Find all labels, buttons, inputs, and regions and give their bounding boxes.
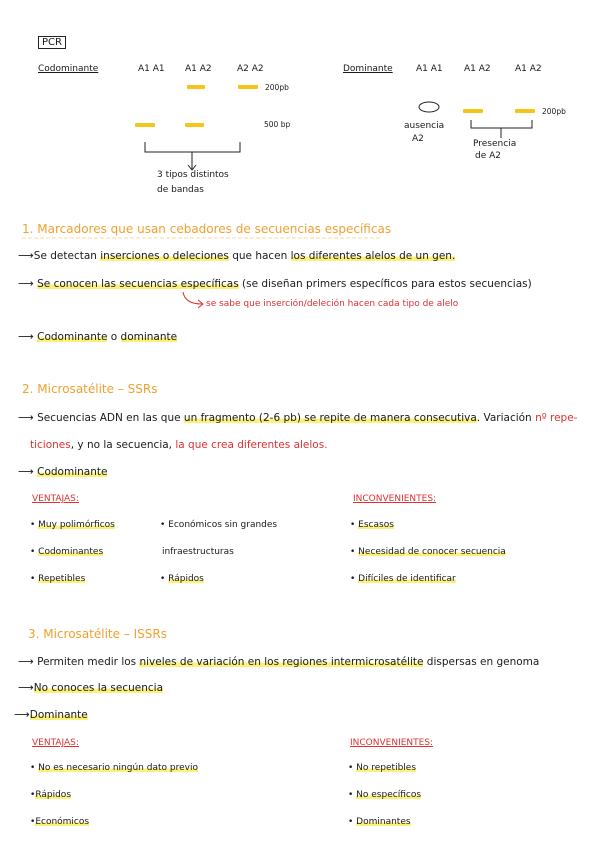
codominante-title: Codominante bbox=[38, 64, 99, 74]
list-item: •Económicos bbox=[30, 817, 90, 827]
bullet-line bbox=[18, 277, 532, 290]
highlight-span: Repetibles bbox=[38, 574, 86, 584]
red-span: ticiones bbox=[30, 439, 71, 451]
gel-band bbox=[515, 109, 535, 113]
list-item-continued: infraestructuras bbox=[162, 547, 234, 557]
ausencia-label: A2 bbox=[412, 134, 424, 144]
highlight-span: un fragmento (2-6 pb) se repite de manera consecutiva bbox=[183, 412, 477, 424]
arrow-icon: ⟶ bbox=[18, 330, 34, 343]
highlight-span: niveles de variación en los regiones intermicrosatélite bbox=[139, 656, 424, 668]
genotype-label: A1 A1 bbox=[138, 64, 165, 74]
list-item: • Dominantes bbox=[348, 817, 411, 827]
text-span: . Variación bbox=[476, 412, 536, 424]
list-item: • Muy polimórficos bbox=[30, 520, 115, 530]
bullet-line bbox=[18, 655, 539, 668]
highlight-span: dominante bbox=[120, 331, 178, 343]
red-note: se sabe que inserción/deleción hacen cada tipo de alelo bbox=[206, 299, 459, 309]
list-item: • Codominantes bbox=[30, 547, 104, 557]
list-item: • Rápidos bbox=[160, 574, 204, 584]
highlight-span: inserciones o deleciones bbox=[100, 250, 229, 262]
ausencia-label: ausencia bbox=[404, 121, 445, 131]
highlight-span: No específicos bbox=[356, 790, 422, 800]
title-underline bbox=[22, 236, 382, 240]
list-item: • No repetibles bbox=[348, 763, 417, 773]
dominante-title: Dominante bbox=[343, 64, 393, 74]
gel-band bbox=[135, 123, 155, 127]
bullet-line bbox=[14, 708, 88, 721]
genotype-label: A1 A1 bbox=[416, 64, 443, 74]
arrow-icon: ⟶ bbox=[18, 249, 34, 262]
text-span: dispersas en genoma bbox=[423, 656, 540, 668]
bullet-line bbox=[18, 249, 455, 262]
highlight-span: Dominante bbox=[29, 709, 88, 721]
genotype-label: A1 A2 bbox=[185, 64, 212, 74]
arrow-icon: ⟶ bbox=[18, 277, 34, 290]
red-span: nº repe- bbox=[535, 412, 578, 424]
bullet-line bbox=[18, 330, 177, 343]
bullet-line bbox=[18, 465, 107, 478]
list-item: • Repetibles bbox=[30, 574, 86, 584]
gel-band bbox=[238, 85, 258, 89]
section-title bbox=[22, 222, 391, 236]
gel-band bbox=[185, 123, 204, 127]
note-text: de bandas bbox=[157, 185, 204, 195]
ventajas-title: VENTAJAS: bbox=[32, 738, 79, 748]
bracket bbox=[468, 118, 538, 140]
list-item: • No específicos bbox=[348, 790, 422, 800]
section-title: 3. Microsatélite – ISSRs bbox=[28, 627, 168, 641]
highlight-span: Se conocen las secuencias específicas bbox=[37, 278, 239, 290]
highlight-span: Codominante bbox=[37, 466, 108, 478]
presencia-label: Presencia bbox=[473, 139, 517, 149]
empty-band-circle bbox=[416, 100, 442, 114]
band-size-label: 200pb bbox=[265, 83, 289, 92]
genotype-label: A2 A2 bbox=[237, 64, 264, 74]
list-item: •Rápidos bbox=[30, 790, 72, 800]
highlight-span: Codominantes bbox=[38, 547, 104, 557]
text-span: o bbox=[107, 331, 121, 343]
arrow-icon: ⟶ bbox=[18, 465, 34, 478]
highlight-span: No es necesario ningún dato previo bbox=[38, 763, 198, 773]
list-item: • Escasos bbox=[350, 520, 394, 530]
note-text: 3 tipos distintos bbox=[157, 170, 229, 180]
section-title-text: 1. Marcadores que usan cebadores de secuencias específicas bbox=[22, 222, 392, 236]
gel-band bbox=[187, 85, 205, 89]
ventajas-title: VENTAJAS: bbox=[32, 494, 79, 504]
arrow-icon: ⟶ bbox=[18, 655, 34, 668]
list-item: • No es necesario ningún dato previo bbox=[30, 763, 198, 773]
text-span: Se detectan bbox=[33, 250, 101, 262]
highlight-span: Económicos bbox=[35, 817, 90, 827]
highlight-span: los diferentes alelos de un gen. bbox=[290, 250, 456, 262]
highlight-span: Necesidad de conocer secuencia bbox=[358, 547, 506, 557]
text-span: que hacen bbox=[228, 250, 291, 262]
text-span: , y no la secuencia, bbox=[70, 439, 176, 451]
band-size-label: 200pb bbox=[542, 107, 566, 116]
text-span: Económicos sin grandes bbox=[168, 520, 278, 530]
highlight-span: Difíciles de identificar bbox=[358, 574, 456, 584]
highlight-span: Rápidos bbox=[35, 790, 72, 800]
genotype-label: A1 A2 bbox=[515, 64, 542, 74]
arrow-icon: ⟶ bbox=[18, 681, 34, 694]
list-item: • Necesidad de conocer secuencia bbox=[350, 547, 506, 557]
bullet-line bbox=[18, 411, 577, 424]
highlight-span: Dominantes bbox=[356, 817, 411, 827]
highlight-span: Muy polimórficos bbox=[38, 520, 115, 530]
highlight-span: Codominante bbox=[37, 331, 108, 343]
list-item: • Difíciles de identificar bbox=[350, 574, 456, 584]
genotype-label: A1 A2 bbox=[464, 64, 491, 74]
inconvenientes-title: INCONVENIENTES: bbox=[350, 738, 434, 748]
text-span: (se diseñan primers específicos para estos secuencias) bbox=[238, 278, 532, 290]
list-item: • Económicos sin grandes bbox=[160, 520, 278, 530]
pcr-label: PCR bbox=[38, 36, 66, 49]
gel-band bbox=[463, 109, 483, 113]
highlight-span: No conoces la secuencia bbox=[33, 682, 164, 694]
section-title: 2. Microsatélite – SSRs bbox=[22, 382, 158, 396]
inconvenientes-title: INCONVENIENTES: bbox=[353, 494, 437, 504]
text-span: Permiten medir los bbox=[37, 656, 140, 668]
bullet-line-continued bbox=[30, 439, 328, 451]
text-span: Secuencias ADN en las que bbox=[37, 412, 184, 424]
band-size-label: 500 bp bbox=[264, 120, 291, 129]
bullet-line bbox=[18, 681, 163, 694]
highlight-span: No repetibles bbox=[356, 763, 417, 773]
arrow-icon: ⟶ bbox=[14, 708, 30, 721]
presencia-label: de A2 bbox=[475, 151, 501, 161]
red-span: la que crea diferentes alelos. bbox=[175, 439, 328, 451]
highlight-span: Escasos bbox=[358, 520, 394, 530]
highlight-span: Rápidos bbox=[168, 574, 204, 584]
arrow-icon: ⟶ bbox=[18, 411, 34, 424]
